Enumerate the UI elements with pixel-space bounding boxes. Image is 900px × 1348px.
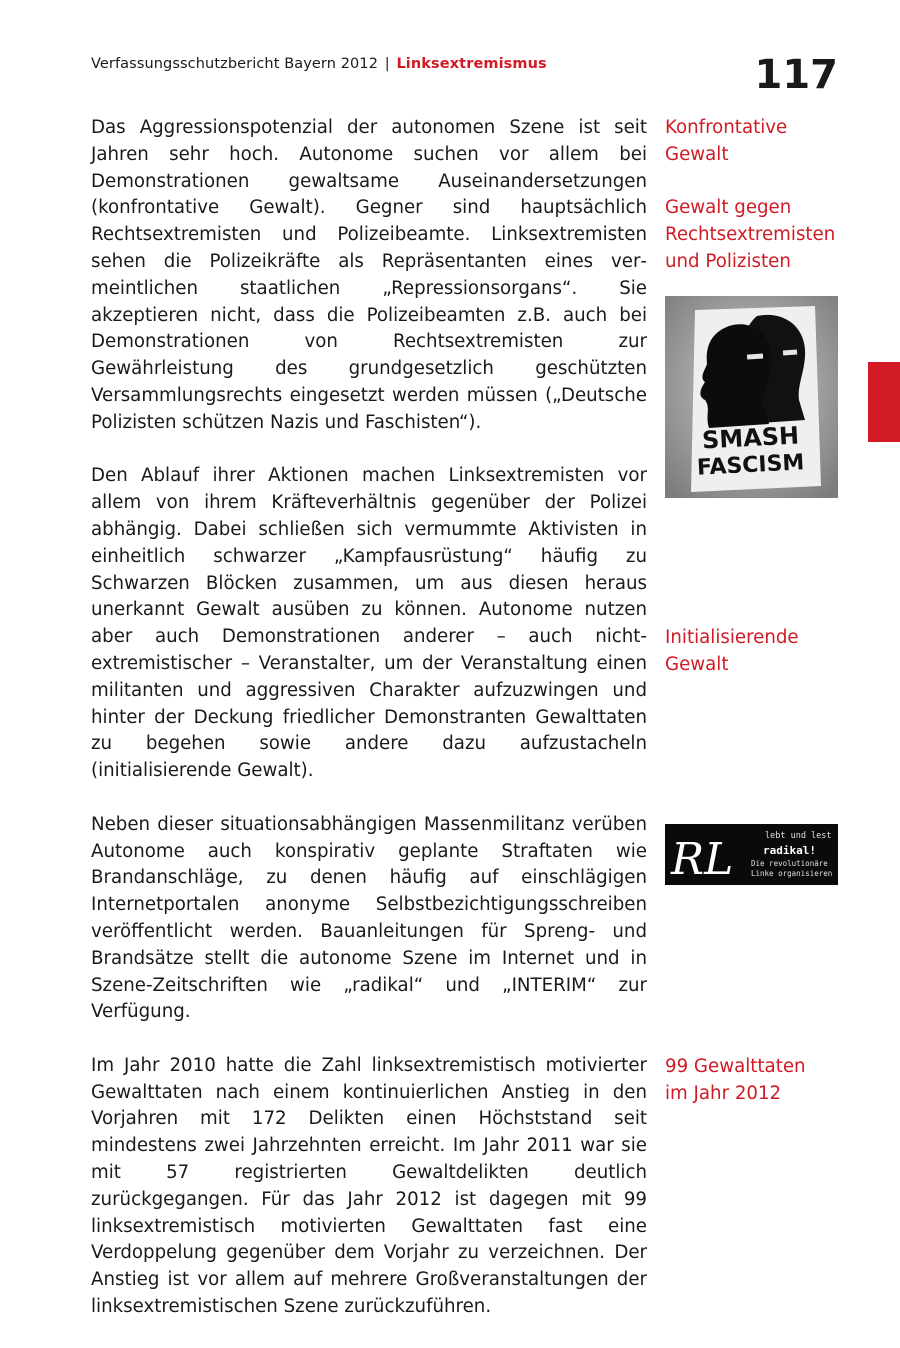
- paragraph-3: Neben dieser situationsabhängigen Massenmilitanz verüben Autonome auch konspirativ geplante Straftaten wie Brandanschläge, zu denen häufig auf einschlägigen Internetportalen anonyme Selbstbezichtigungsschreiben veröffentlicht werden. Bauanleitungen für Spreng- und Brandsätze stellt die autonome Szene im Internet und in Szene-Zeitschriften wie „radikal“ und „INTERIM“ zur Verfügung.: [91, 813, 647, 1023]
- margin-note-99-gewalttaten: 99 Gewalttaten im Jahr 2012: [665, 1056, 806, 1104]
- publication-title: Verfassungsschutzbericht Bayern 2012: [91, 56, 379, 72]
- section-title: Linksextremismus: [396, 56, 547, 72]
- smash-fascism-graphic: [665, 296, 838, 498]
- margin-note-gewalt-gegen: Gewalt gegen Rechtsextremisten und Polizisten: [665, 197, 836, 272]
- body-text: [91, 115, 647, 1348]
- smash-fascism-sticker-image: [665, 296, 838, 498]
- radikal-tagline-2: Die revolutionäre: [751, 859, 828, 868]
- sticker-text-fascism: FASCISM: [696, 450, 805, 481]
- page-number: 117: [754, 52, 838, 98]
- paragraph-2: Den Ablauf ihrer Aktionen machen Linksextremisten vor allem von ihrem Kräfteverhältnis gegenüber der Polizei abhängig. Dabei schließen sich vermummte Aktivisten in einheitlich schwarzer „Kampfausrüstung“ häufig zu Schwarzen Blöcken zusammen, um aus diesen heraus unerkannt Gewalt ausüben zu können. Autonome nutzen aber auch Demonstrationen anderer – auch nicht-extremistischer – Veranstalter, um der Veranstaltung einen militanten und aggressiven Charakter aufzuzwingen und hinter der Deckung friedlicher Demonstranten Gewalttaten zu begehen sowie andere dazu aufzustacheln (initialisierende Gewalt).: [91, 465, 647, 782]
- radikal-magazine-logo-image: [665, 824, 838, 885]
- margin-note-initialisierende-gewalt: Initialisierende Gewalt: [665, 627, 799, 675]
- paragraph-1: Das Aggressionspotenzial der autonomen Szene ist seit Jahren sehr hoch. Autonome suchen vor allem bei Demonstrationen gewaltsame Auseinandersetzungen (konfrontative Gewalt). Gegner sind hauptsächlich Rechtsextremisten und Polizeibeamte. Linksextremisten sehen die Polizeikräfte als Repräsentanten eines vermeintlichen staatlichen „Repressionsorgans“. Sie akzeptieren nicht, dass die Polizeibeamten z.B. auch bei Demonstrationen von Rechtsextremisten zur Gewährleistung des grundgesetzlich geschützten Versammlungsrechts eingesetzt werden müssen („Deutsche Polizisten schützen Nazis und Faschisten“).: [91, 117, 647, 433]
- radikal-tagline-3: Linke organisieren: [751, 869, 833, 878]
- chapter-tab-marker: [868, 362, 900, 442]
- radikal-title: radikal!: [763, 844, 816, 857]
- page-header: [91, 56, 547, 72]
- radikal-logo-graphic: [665, 824, 838, 885]
- radikal-tagline-1: lebt und lest: [765, 831, 832, 841]
- sticker-text-smash: SMASH: [701, 421, 800, 455]
- margin-note-konfrontative-gewalt: Konfrontative Gewalt: [665, 117, 788, 165]
- radikal-rl-logo-text: RL: [671, 834, 734, 885]
- header-separator: |: [384, 56, 390, 72]
- paragraph-4: Im Jahr 2010 hatte die Zahl linksextremistisch motivierter Gewalttaten nach einem kontinuierlichen Anstieg in den Vorjahren mit 172 Delikten einen Höchststand seit mindestens zwei Jahrzehnten erreicht. Im Jahr 2011 war sie mit 57 registrierten Gewaltdelikten deutlich zurückgegangen. Für das Jahr 2012 ist dagegen mit 99 linksextremistisch motivierten Gewalttaten fast eine Verdoppelung gegenüber dem Vorjahr zu verzeichnen. Der Anstieg ist vor allem auf mehrere Großveranstaltungen der linksextremistischen Szene zurückzuführen.: [91, 1054, 647, 1318]
